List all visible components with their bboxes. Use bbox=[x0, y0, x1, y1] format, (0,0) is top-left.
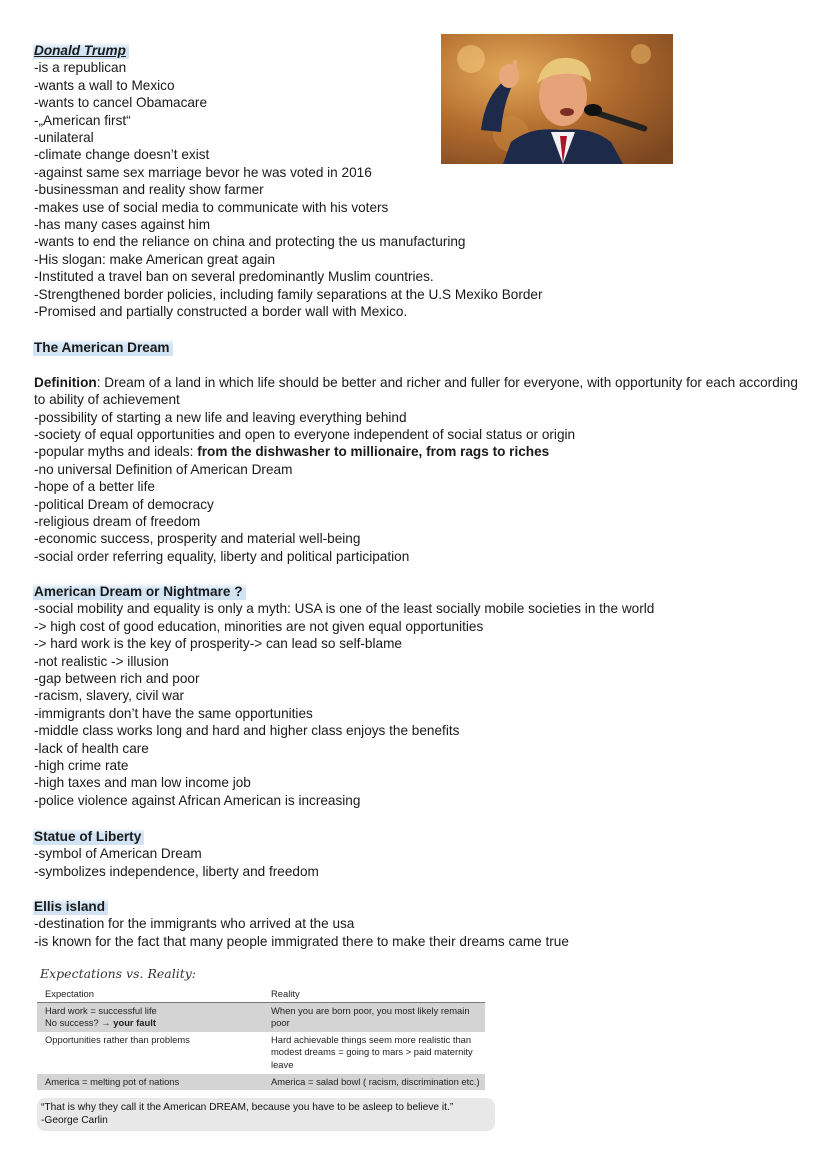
table-cell: America = melting pot of nations bbox=[37, 1074, 263, 1091]
list-item: -not realistic -> illusion bbox=[34, 653, 169, 669]
list-item: -economic success, prosperity and material well-being bbox=[34, 531, 361, 547]
list-item: -political Dream of democracy bbox=[34, 496, 214, 512]
table-cell: When you are born poor, you most likely remain poor bbox=[263, 1002, 485, 1032]
list-item: -middle class works long and hard and higher class enjoys the benefits bbox=[34, 723, 460, 739]
heading-statue-of-liberty: Statue of Liberty bbox=[33, 828, 144, 845]
list-item: -businessman and reality show farmer bbox=[34, 182, 264, 198]
expectations-table bbox=[37, 987, 485, 1090]
list-item: -Promised and partially constructed a border wall with Mexico. bbox=[34, 304, 408, 320]
myths-prefix: -popular myths and ideals: bbox=[34, 444, 198, 460]
section-donald-trump bbox=[34, 42, 804, 321]
cell-text: No success? bbox=[45, 1017, 102, 1029]
definition-label: Definition bbox=[34, 374, 97, 390]
portrait-illustration bbox=[441, 34, 673, 164]
list-item: -unilateral bbox=[34, 130, 94, 146]
list-item: -possibility of starting a new life and leaving everything behind bbox=[34, 409, 407, 425]
myths-bold: from the dishwasher to millionaire, from rags to riches bbox=[197, 444, 550, 460]
list-item: -high taxes and man low income job bbox=[34, 775, 251, 791]
table-cell bbox=[37, 1002, 263, 1032]
list-item: -wants a wall to Mexico bbox=[34, 77, 175, 93]
list-item: -symbolizes independence, liberty and freedom bbox=[34, 863, 319, 879]
list-item: -against same sex marriage bevor he was voted in 2016 bbox=[34, 164, 372, 180]
list-item: -social mobility and equality is only a myth: USA is one of the least socially mobile societies in the world bbox=[34, 601, 655, 617]
table-cell: Opportunities rather than problems bbox=[45, 1033, 190, 1045]
expectations-title: Expectations vs. Reality: bbox=[40, 966, 197, 981]
heading-dream-or-nightmare: American Dream or Nightmare ? bbox=[33, 583, 246, 600]
list-item: -society of equal opportunities and open to everyone independent of social status or origin bbox=[34, 427, 576, 443]
list-item: -no universal Definition of American Dream bbox=[34, 461, 293, 477]
cell-bold-text: your fault bbox=[110, 1017, 156, 1029]
section-statue-of-liberty bbox=[34, 828, 804, 880]
definition-paragraph bbox=[34, 374, 804, 409]
list-item: -„American first“ bbox=[34, 112, 131, 128]
column-header-expectation: Expectation bbox=[37, 987, 263, 1002]
list-item: -religious dream of freedom bbox=[34, 514, 201, 530]
list-item: -> high cost of good education, minorities are not given equal opportunities bbox=[34, 618, 484, 634]
list-item: -has many cases against him bbox=[34, 217, 211, 233]
list-item: -> hard work is the key of prosperity-> can lead so self-blame bbox=[34, 636, 402, 652]
list-item: -immigrants don’t have the same opportunities bbox=[34, 705, 313, 721]
table-header-row bbox=[37, 987, 485, 1002]
trump-portrait-photo bbox=[441, 34, 673, 164]
list-item: -wants to end the reliance on china and protecting the us manufacturing bbox=[34, 234, 466, 250]
table-cell: Hard achievable things seem more realistic than modest dreams = going to mars > paid maternity leave bbox=[271, 1033, 473, 1070]
quote-author: -George Carlin bbox=[41, 1115, 108, 1127]
list-item: -destination for the immigrants who arrived at the usa bbox=[34, 916, 355, 932]
quote-text: “That is why they call it the American DREAM, because you have to be asleep to believe it.” bbox=[41, 1102, 454, 1114]
list-item: -makes use of social media to communicate with his voters bbox=[34, 199, 389, 215]
list-item: -is a republican bbox=[34, 60, 127, 76]
table-row bbox=[37, 1002, 485, 1032]
list-item: -His slogan: make American great again bbox=[34, 251, 276, 267]
list-item: -is known for the fact that many people immigrated there to make their dreams came true bbox=[34, 933, 569, 949]
column-header-reality: Reality bbox=[263, 987, 485, 1002]
list-item: -hope of a better life bbox=[34, 479, 155, 495]
heading-american-dream: The American Dream bbox=[33, 339, 173, 356]
list-item: -symbol of American Dream bbox=[34, 846, 202, 862]
table-cell: America = salad bowl ( racism, discrimination etc.) bbox=[263, 1074, 485, 1091]
list-item bbox=[34, 443, 804, 460]
table-row bbox=[37, 1032, 485, 1074]
expectations-vs-reality bbox=[37, 966, 507, 1131]
list-item: -Instituted a travel ban on several predominantly Muslim countries. bbox=[34, 269, 434, 285]
list-item: -gap between rich and poor bbox=[34, 671, 200, 687]
cell-line bbox=[45, 1017, 259, 1030]
list-item: -police violence against African American is increasing bbox=[34, 792, 361, 808]
definition-text: : Dream of a land in which life should be better and richer and fuller for everyone, with opportunity for each according to ability of achievement bbox=[34, 374, 798, 408]
heading-donald-trump: Donald Trump bbox=[33, 42, 129, 59]
section-american-dream bbox=[34, 339, 804, 565]
list-item: -social order referring equality, liberty and political participation bbox=[34, 548, 410, 564]
list-item: -lack of health care bbox=[34, 740, 149, 756]
table-row bbox=[37, 1074, 485, 1091]
cell-line: Hard work = successful life bbox=[45, 1004, 157, 1016]
list-item: -wants to cancel Obamacare bbox=[34, 95, 208, 111]
list-item: -climate change doesn’t exist bbox=[34, 147, 210, 163]
list-item: -high crime rate bbox=[34, 758, 129, 774]
heading-ellis-island: Ellis island bbox=[33, 898, 108, 915]
arrow-icon: → bbox=[101, 1017, 111, 1029]
section-ellis-island bbox=[34, 898, 804, 950]
section-dream-or-nightmare bbox=[34, 583, 804, 809]
george-carlin-quote bbox=[37, 1098, 495, 1131]
list-item: -racism, slavery, civil war bbox=[34, 688, 185, 704]
list-item: -Strengthened border policies, including family separations at the U.S Mexiko Border bbox=[34, 286, 543, 302]
